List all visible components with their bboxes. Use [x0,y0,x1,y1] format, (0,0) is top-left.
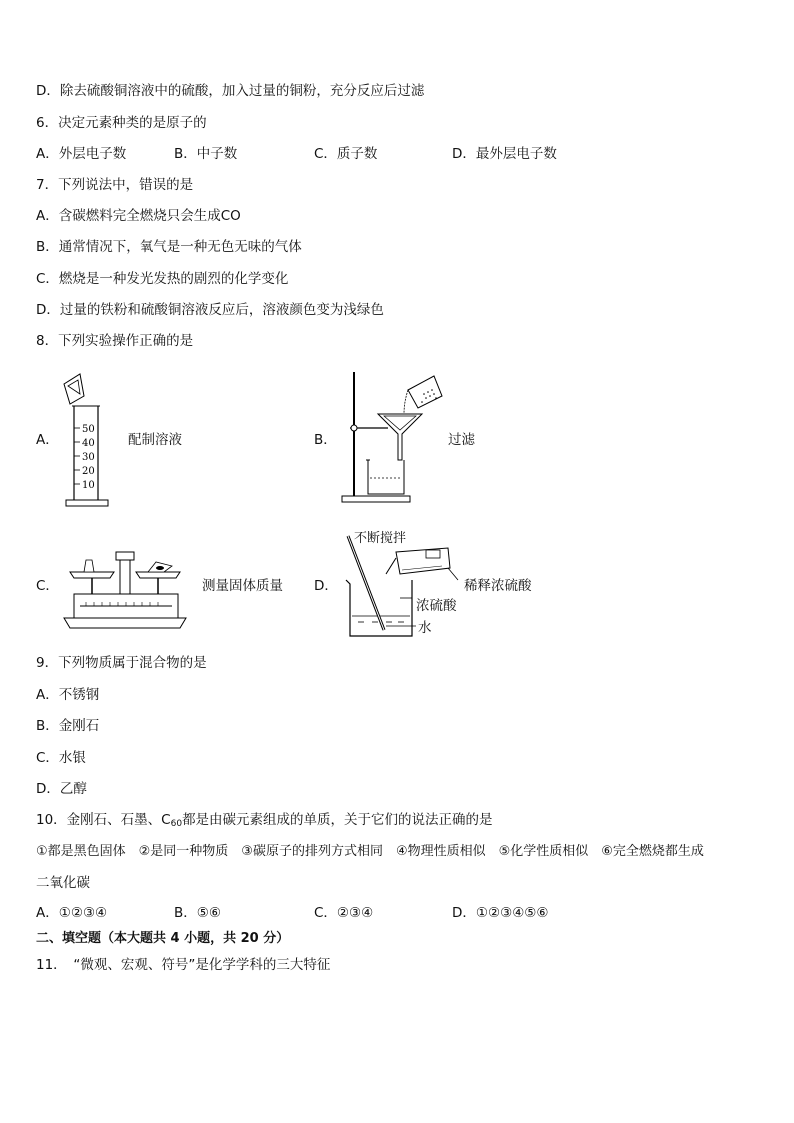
q6-stem: 6．决定元素种类的是原子的 [36,115,207,131]
q8-letter-a: A． [36,432,59,448]
q8-caption-a: 配制溶液 [128,432,182,448]
q10-statements-line2: 二氧化碳 [36,875,90,891]
q10-stem-subscript: 60 [170,819,183,829]
q10-option-b: B．⑤⑥ [174,905,221,921]
q8-caption-b: 过滤 [448,432,475,448]
q7-option-c: C．燃烧是一种发光发热的剧烈的化学变化 [36,271,289,287]
q8-letter-c: C． [36,578,59,594]
q7-option-d: D．过量的铁粉和硫酸铜溶液反应后，溶液颜色变为浅绿色 [36,302,384,318]
q7-stem: 7．下列说法中，错误的是 [36,177,194,193]
stir-label: 不断搅拌 [354,531,407,546]
q9-option-b: B．金刚石 [36,718,100,734]
q10-option-c: C．②③④ [314,905,374,921]
q9-stem: 9．下列物质属于混合物的是 [36,655,207,671]
q8-letter-b: B． [314,432,337,448]
q6-option-d: D．最外层电子数 [452,146,557,162]
q8-caption-d: 稀释浓硫酸 [464,578,532,594]
q7-option-a: A．含碳燃料完全燃烧只会生成CO [36,208,241,224]
q9-option-a: A．不锈钢 [36,687,100,703]
cylinder-tick-label: 40 [82,438,95,449]
q8-letter-d: D． [314,578,338,594]
q10-stem-post: 都是由碳元素组成的单质，关于它们的说法正确的是 [182,812,493,828]
q6-option-b: B．中子数 [174,146,238,162]
graduated-cylinder-figure [58,372,122,510]
concentrated-acid-label: 浓硫酸 [416,598,457,614]
cylinder-tick-label: 20 [82,466,95,477]
cylinder-tick-label: 50 [82,424,95,435]
q8-caption-c: 测量固体质量 [202,578,283,594]
q6-option-c: C．质子数 [314,146,378,162]
q6-option-a: A．外层电子数 [36,146,127,162]
cylinder-tick-label: 10 [82,480,95,491]
q8-stem: 8．下列实验操作正确的是 [36,333,194,349]
q10-option-a: A．①②③④ [36,905,108,921]
water-label: 水 [418,620,432,636]
q11-stem: 11． “微观、宏观、符号”是化学学科的三大特征 [36,957,331,973]
balance-figure [60,546,190,632]
filtration-figure [338,368,448,508]
q9-option-d: D．乙醇 [36,781,87,797]
cylinder-tick-label: 30 [82,452,95,463]
q10-stem [36,811,493,833]
q10-stem-pre: 10．金刚石、石墨、C [36,812,171,828]
q10-option-d: D．①②③④⑤⑥ [452,905,549,921]
q9-option-c: C．水银 [36,750,86,766]
dilution-figure [338,528,462,640]
q7-option-b: B．通常情况下，氧气是一种无色无味的气体 [36,239,302,255]
q5-option-d: D．除去硫酸铜溶液中的硫酸，加入过量的铜粉，充分反应后过滤 [36,83,425,99]
section-heading: 二、填空题（本大题共 4 小题，共 20 分） [36,931,290,946]
q10-statements-line1: ①都是黑色固体 ②是同一种物质 ③碳原子的排列方式相同 ④物理性质相似 ⑤化学性质相似 ⑥完全燃烧都生成 [36,844,704,859]
